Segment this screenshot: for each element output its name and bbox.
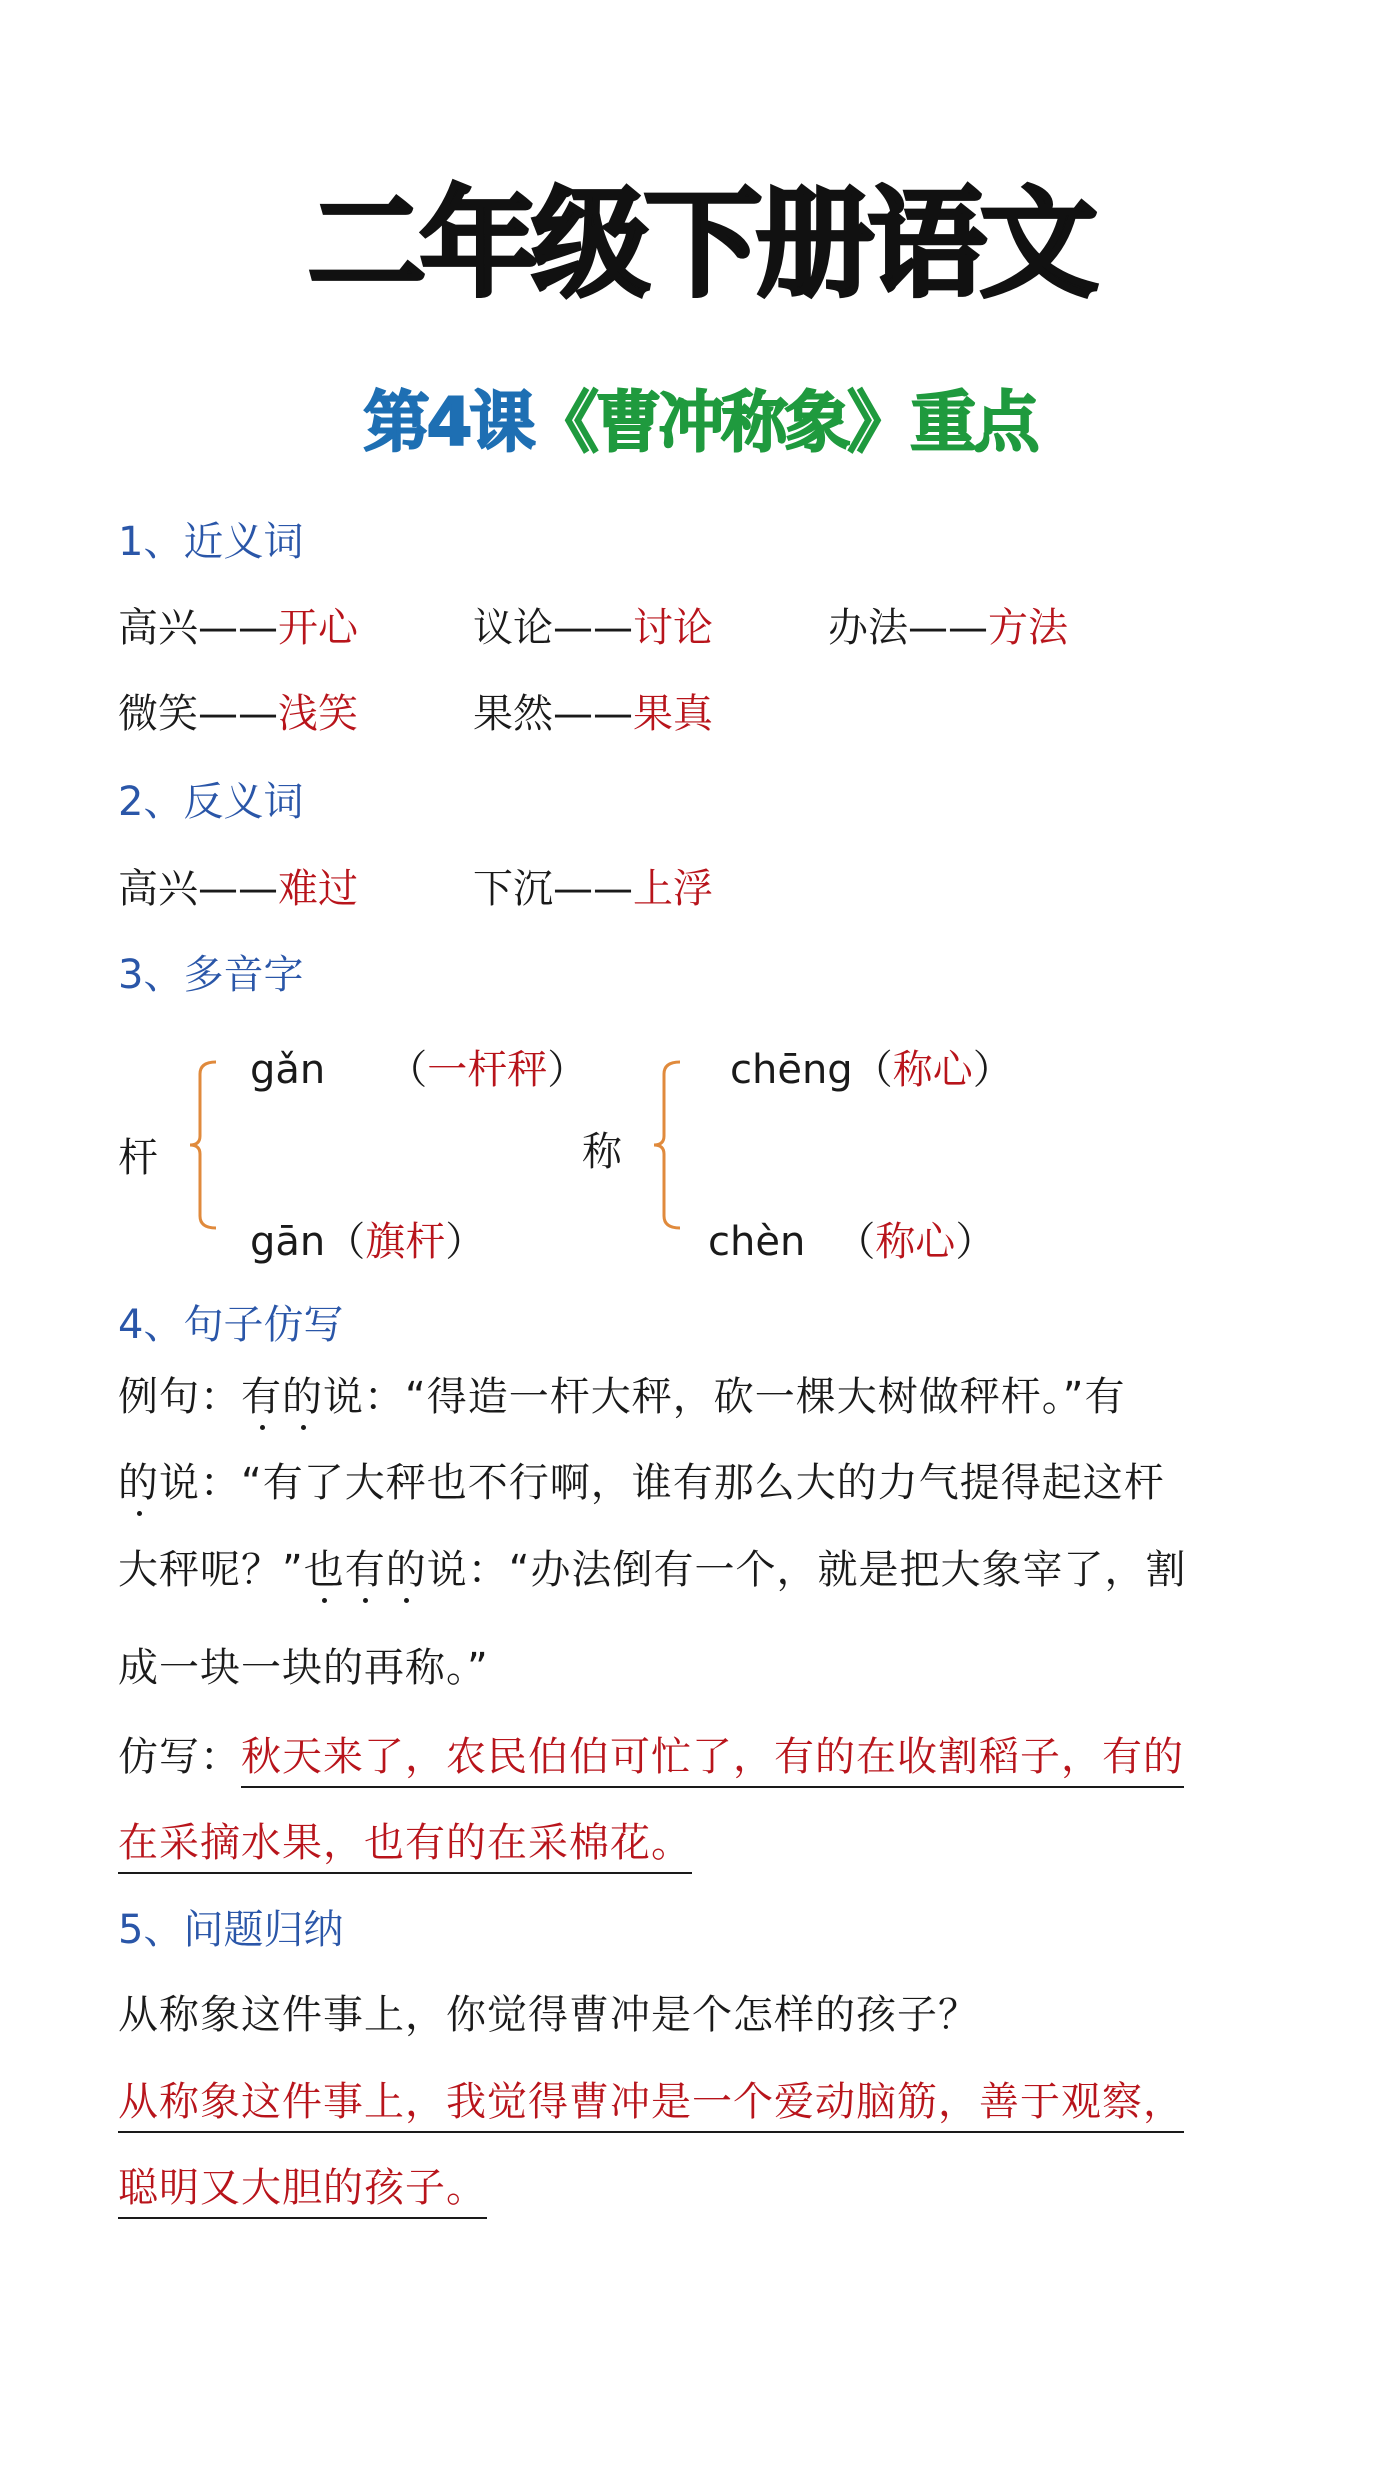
polyphonic-entry: chēng（称心） bbox=[730, 1047, 1013, 1093]
summary-heading: 5、问题归纳 bbox=[118, 1907, 344, 1953]
summary-question: 从称象这件事上，你觉得曹冲是个怎样的孩子？ bbox=[118, 1992, 979, 2038]
imitation-answer: 秋天来了，农民伯伯可忙了，有的在收割稻子，有的 bbox=[241, 1734, 1184, 1788]
lesson-number: 第4课 bbox=[363, 384, 533, 461]
antonym-pair: 下沉——上浮 bbox=[473, 866, 713, 912]
synonyms-heading: 1、近义词 bbox=[118, 519, 304, 565]
synonym-pair: 微笑——浅笑 bbox=[118, 691, 358, 737]
summary-answer: 聪明又大胆的孩子。 bbox=[118, 2165, 487, 2219]
imitation-heading: 4、句子仿写 bbox=[118, 1302, 344, 1348]
brace-icon bbox=[650, 1060, 686, 1230]
synonym-pair: 办法——方法 bbox=[828, 605, 1068, 651]
polyphonic-section bbox=[0, 1030, 1400, 1265]
synonym-pair: 果然——果真 bbox=[473, 691, 713, 737]
polyphonic-char: 杆 bbox=[118, 1135, 158, 1181]
synonym-pair: 高兴——开心 bbox=[118, 605, 358, 651]
summary-answer: 从称象这件事上，我觉得曹冲是一个爱动脑筋，善于观察， bbox=[118, 2079, 1184, 2133]
answer-line-1 bbox=[118, 1734, 1298, 1780]
page-title: 二年级下册语文 bbox=[307, 175, 1092, 313]
antonyms-heading: 2、反义词 bbox=[118, 779, 304, 825]
summary-answer-line-1 bbox=[118, 2079, 1298, 2125]
answer-line-2 bbox=[118, 1820, 1298, 1866]
example-line-3: 大秤呢？”也有的说：“办法倒有一个，就是把大象宰了，割 bbox=[118, 1547, 1187, 1593]
polyphonic-entry: gǎn （一杆秤） bbox=[250, 1047, 588, 1093]
synonym-pair: 议论——讨论 bbox=[473, 605, 713, 651]
example-line-2: 的说：“有了大秤也不行啊，谁有那么大的力气提得起这杆 bbox=[118, 1460, 1165, 1506]
example-line-4: 成一块一块的再称。” bbox=[118, 1645, 489, 1691]
polyphonic-heading: 3、多音字 bbox=[118, 952, 304, 998]
lesson-title bbox=[0, 384, 1400, 461]
antonym-pair: 高兴——难过 bbox=[118, 866, 358, 912]
brace-icon bbox=[186, 1060, 222, 1230]
lesson-name: 《曹冲称象》重点 bbox=[532, 384, 1037, 461]
summary-answer-line-2 bbox=[118, 2165, 1298, 2211]
polyphonic-char: 称 bbox=[582, 1129, 622, 1175]
polyphonic-entry: gān（旗杆） bbox=[250, 1219, 486, 1265]
answer-label: 仿写： bbox=[118, 1734, 241, 1780]
polyphonic-entry: chèn （称心） bbox=[708, 1219, 996, 1265]
imitation-answer: 在采摘水果，也有的在采棉花。 bbox=[118, 1820, 692, 1874]
example-line-1: 例句：有的说：“得造一杆大秤，砍一棵大树做秤杆。”有 bbox=[118, 1374, 1126, 1420]
